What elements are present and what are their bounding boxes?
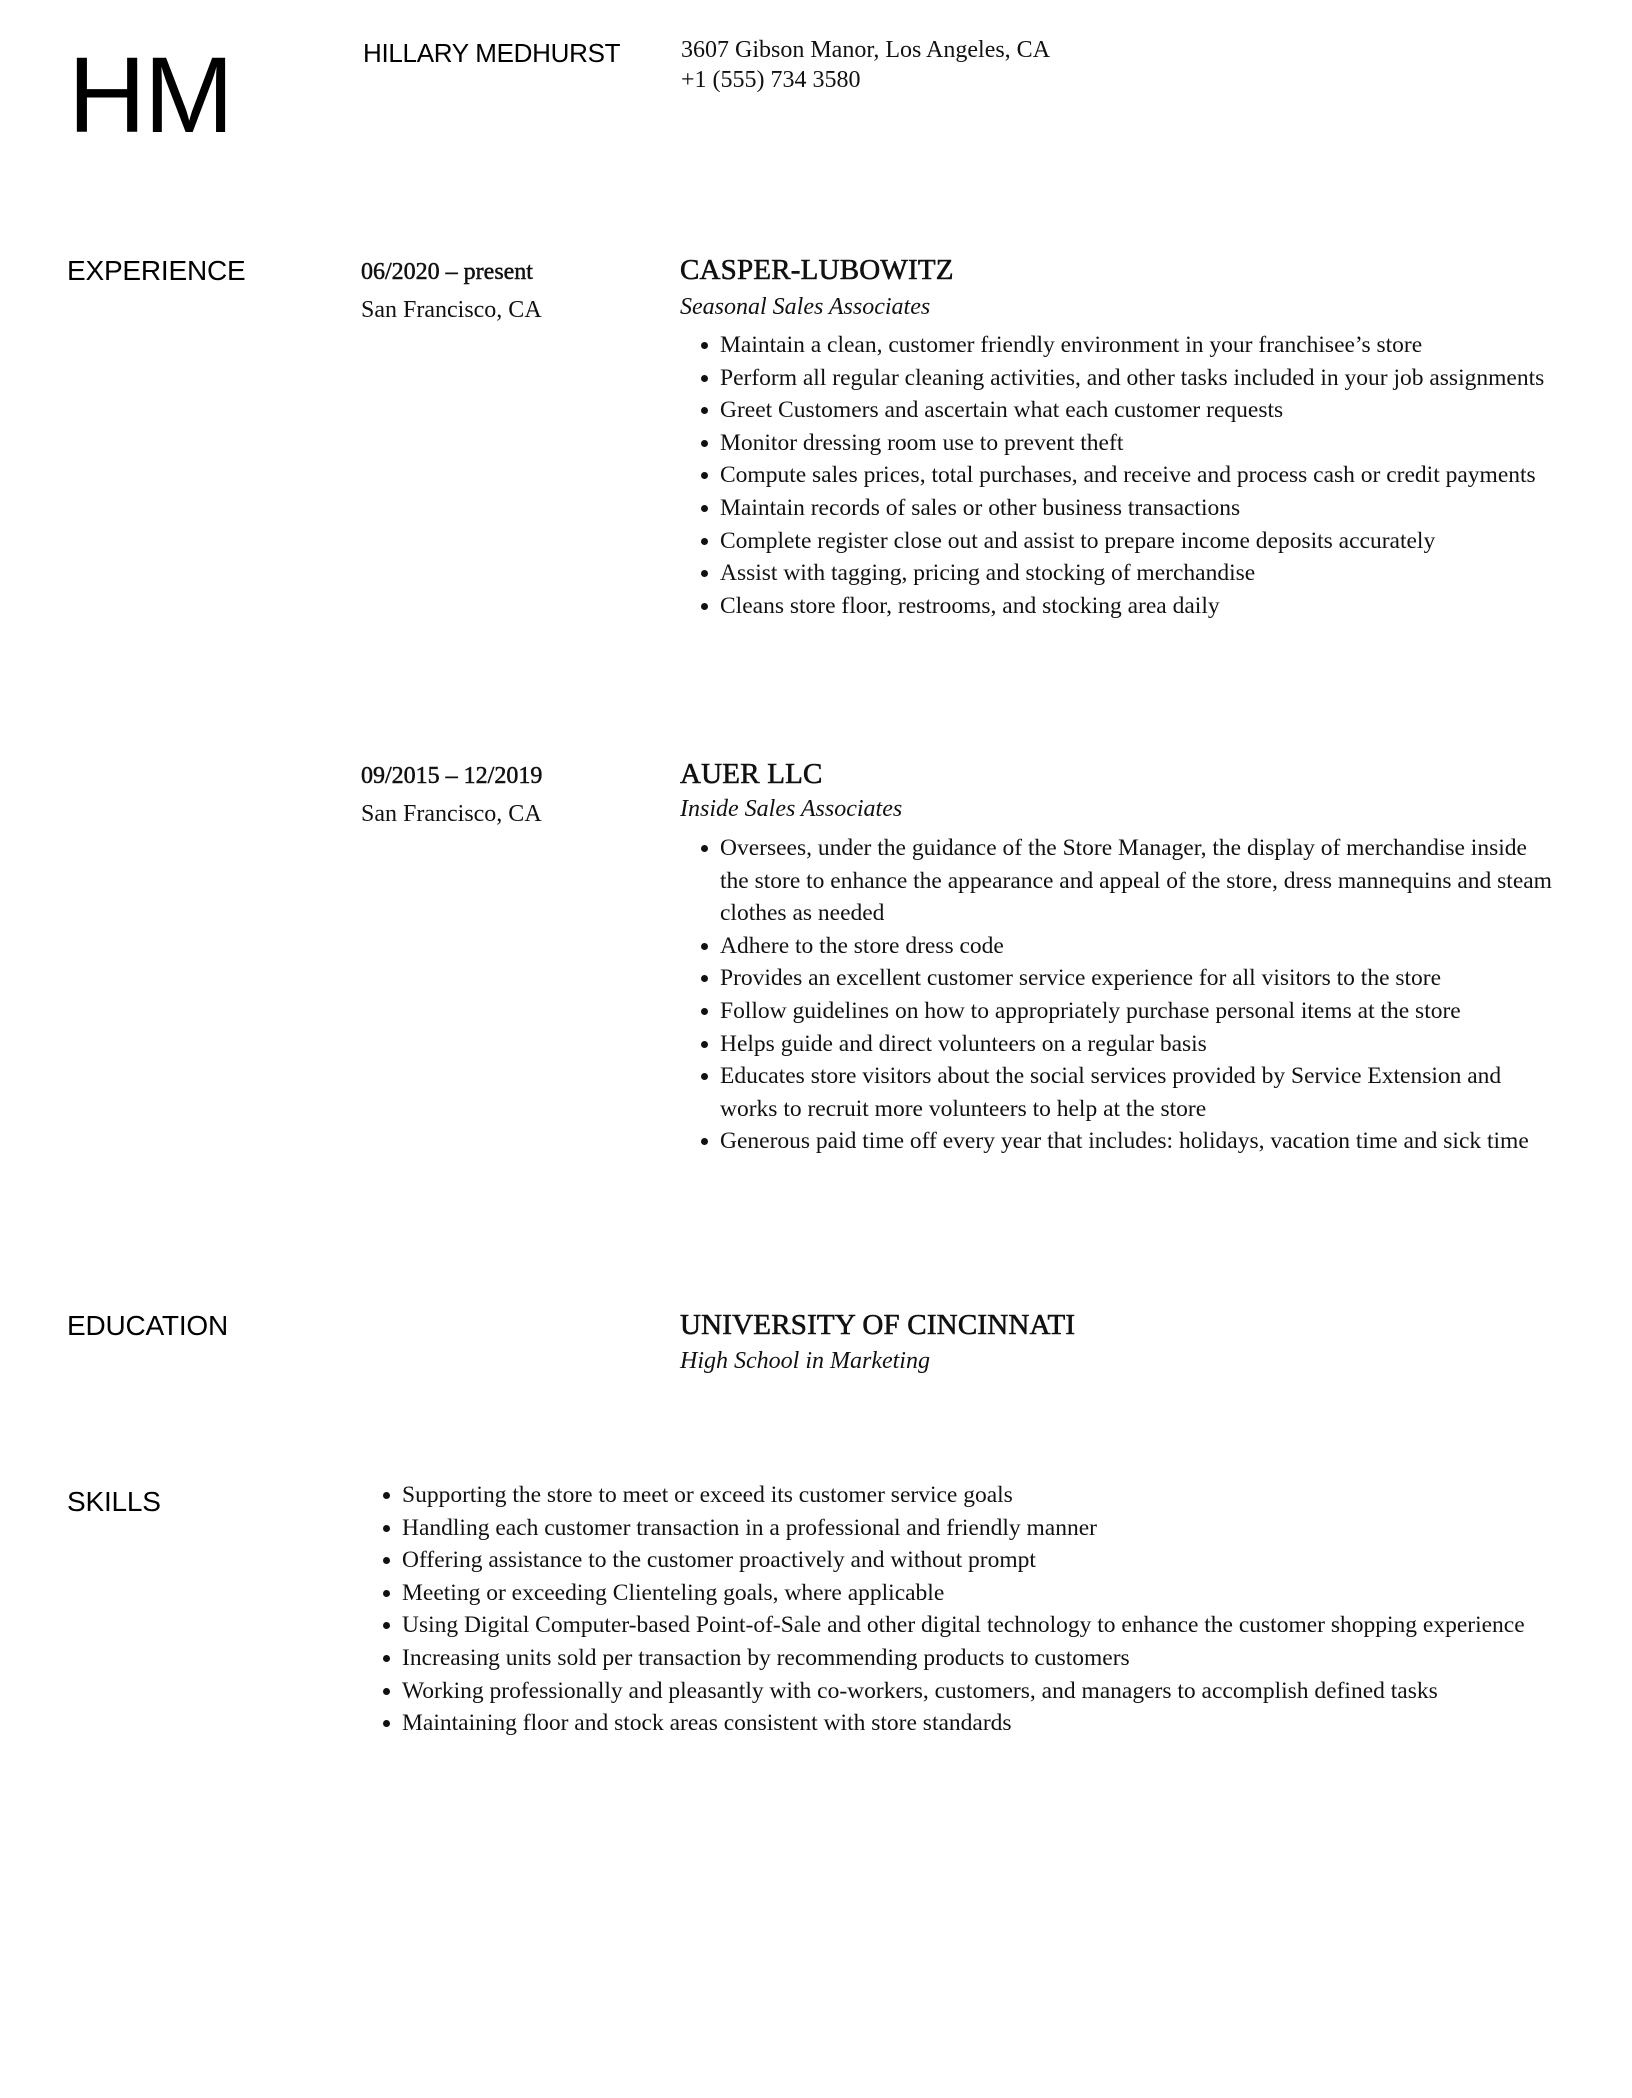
bullet-icon	[701, 440, 708, 447]
monogram: HM	[68, 34, 232, 155]
phone: +1 (555) 734 3580	[681, 67, 861, 93]
job-location: San Francisco, CA	[361, 801, 542, 827]
list-item-text: Provides an excellent customer service experience for all visitors to the store	[720, 965, 1442, 992]
skills-list	[362, 1479, 1572, 1740]
list-item-text: Educates store visitors about the social services provided by Service Extension and works to recruit more volunteers to help at the store	[720, 1063, 1502, 1122]
bullet-icon	[701, 975, 708, 982]
list-item-text: Greet Customers and ascertain what each customer requests	[720, 397, 1284, 424]
bullet-icon	[701, 505, 708, 512]
list-item-text: Oversees, under the guidance of the Store Manager, the display of merchandise inside the store to enhance the appearance and appeal of the store, dress mannequins and steam clothes as needed	[720, 835, 1552, 927]
job-dates: 06/2020 – present	[361, 259, 533, 285]
bullet-icon	[701, 472, 708, 479]
list-item-text: Follow guidelines on how to appropriately purchase personal items at the store	[720, 997, 1461, 1024]
list-item	[720, 1125, 1558, 1158]
list-item	[402, 1512, 1572, 1545]
list-item	[720, 995, 1558, 1028]
list-item	[720, 930, 1558, 963]
list-item-text: Working professionally and pleasantly with co-workers, customers, and managers to accomplish defined tasks	[402, 1677, 1438, 1704]
bullet-icon	[383, 1557, 390, 1564]
bullet-icon	[383, 1720, 390, 1727]
bullet-icon	[701, 407, 708, 414]
bullet-icon	[701, 603, 708, 610]
list-item-text: Offering assistance to the customer proactively and without prompt	[402, 1547, 1036, 1574]
job-bullet-list	[680, 832, 1558, 1158]
list-item-text: Assist with tagging, pricing and stocking of merchandise	[720, 560, 1256, 587]
list-item-text: Monitor dressing room use to prevent theft	[720, 429, 1124, 456]
bullet-icon	[383, 1622, 390, 1629]
list-item-text: Adhere to the store dress code	[720, 932, 1004, 959]
list-item	[720, 590, 1558, 623]
list-item-text: Handling each customer transaction in a professional and friendly manner	[402, 1514, 1097, 1541]
education-degree: High School in Marketing	[680, 1348, 930, 1374]
list-item	[402, 1577, 1572, 1610]
bullet-icon	[701, 538, 708, 545]
list-item	[402, 1675, 1572, 1708]
list-item-text: Maintaining floor and stock areas consistent with store standards	[402, 1710, 1012, 1737]
list-item-text: Maintain a clean, customer friendly environment in your franchisee’s store	[720, 332, 1423, 358]
list-item	[402, 1479, 1572, 1512]
list-item-text: Generous paid time off every year that includes: holidays, vacation time and sick time	[720, 1128, 1529, 1155]
list-item-text: Helps guide and direct volunteers on a regular basis	[720, 1030, 1207, 1057]
list-item	[720, 1060, 1558, 1125]
list-item	[402, 1707, 1572, 1740]
bullet-icon	[383, 1688, 390, 1695]
job-role: Seasonal Sales Associates	[680, 294, 931, 320]
list-item	[720, 394, 1558, 427]
list-item-text: Perform all regular cleaning activities, and other tasks included in your job assignments	[720, 364, 1545, 391]
list-item	[402, 1642, 1572, 1675]
list-item	[720, 962, 1558, 995]
section-title-skills: SKILLS	[67, 1486, 161, 1517]
address: 3607 Gibson Manor, Los Angeles, CA	[681, 37, 1051, 63]
bullet-icon	[383, 1525, 390, 1532]
list-item-text: Maintain records of sales or other business transactions	[720, 494, 1241, 521]
bullet-icon	[701, 1138, 708, 1145]
job-company: AUER LLC	[680, 758, 823, 790]
list-item-text: Meeting or exceeding Clienteling goals, where applicable	[402, 1579, 945, 1606]
list-item	[720, 525, 1558, 558]
bullet-icon	[701, 845, 708, 852]
list-item	[720, 492, 1558, 525]
list-item	[402, 1609, 1572, 1642]
bullet-icon	[701, 375, 708, 382]
section-title-education: EDUCATION	[67, 1310, 229, 1341]
list-item	[720, 329, 1558, 362]
bullet-icon	[701, 1073, 708, 1080]
bullet-icon	[701, 1008, 708, 1015]
list-item	[720, 1028, 1558, 1061]
education-school: UNIVERSITY OF CINCINNATI	[680, 1309, 1076, 1341]
bullet-icon	[701, 570, 708, 577]
job-company: CASPER-LUBOWITZ	[680, 254, 954, 286]
job-role: Inside Sales Associates	[680, 796, 903, 822]
list-item	[720, 362, 1558, 395]
bullet-icon	[701, 342, 708, 349]
list-item	[720, 557, 1558, 590]
bullet-icon	[383, 1590, 390, 1597]
job-bullet-list	[680, 329, 1558, 622]
list-item	[402, 1544, 1572, 1577]
job-location: San Francisco, CA	[361, 297, 542, 323]
list-item-text: Complete register close out and assist to prepare income deposits accurately	[720, 527, 1436, 554]
bullet-icon	[383, 1655, 390, 1662]
list-item-text: Supporting the store to meet or exceed its customer service goals	[402, 1482, 1013, 1508]
bullet-icon	[701, 943, 708, 950]
candidate-name: HILLARY MEDHURST	[363, 38, 621, 68]
contact-info	[681, 35, 1050, 95]
list-item	[720, 427, 1558, 460]
section-title-experience: EXPERIENCE	[67, 255, 246, 286]
list-item	[720, 832, 1558, 930]
bullet-icon	[701, 1041, 708, 1048]
list-item-text: Using Digital Computer-based Point-of-Sale and other digital technology to enhance the customer shopping experience	[402, 1612, 1525, 1639]
bullet-icon	[383, 1492, 390, 1499]
list-item-text: Increasing units sold per transaction by recommending products to customers	[402, 1644, 1130, 1671]
list-item-text: Cleans store floor, restrooms, and stocking area daily	[720, 592, 1220, 619]
list-item	[720, 459, 1558, 492]
list-item-text: Compute sales prices, total purchases, and receive and process cash or credit payments	[720, 462, 1536, 489]
job-dates: 09/2015 – 12/2019	[361, 763, 543, 789]
